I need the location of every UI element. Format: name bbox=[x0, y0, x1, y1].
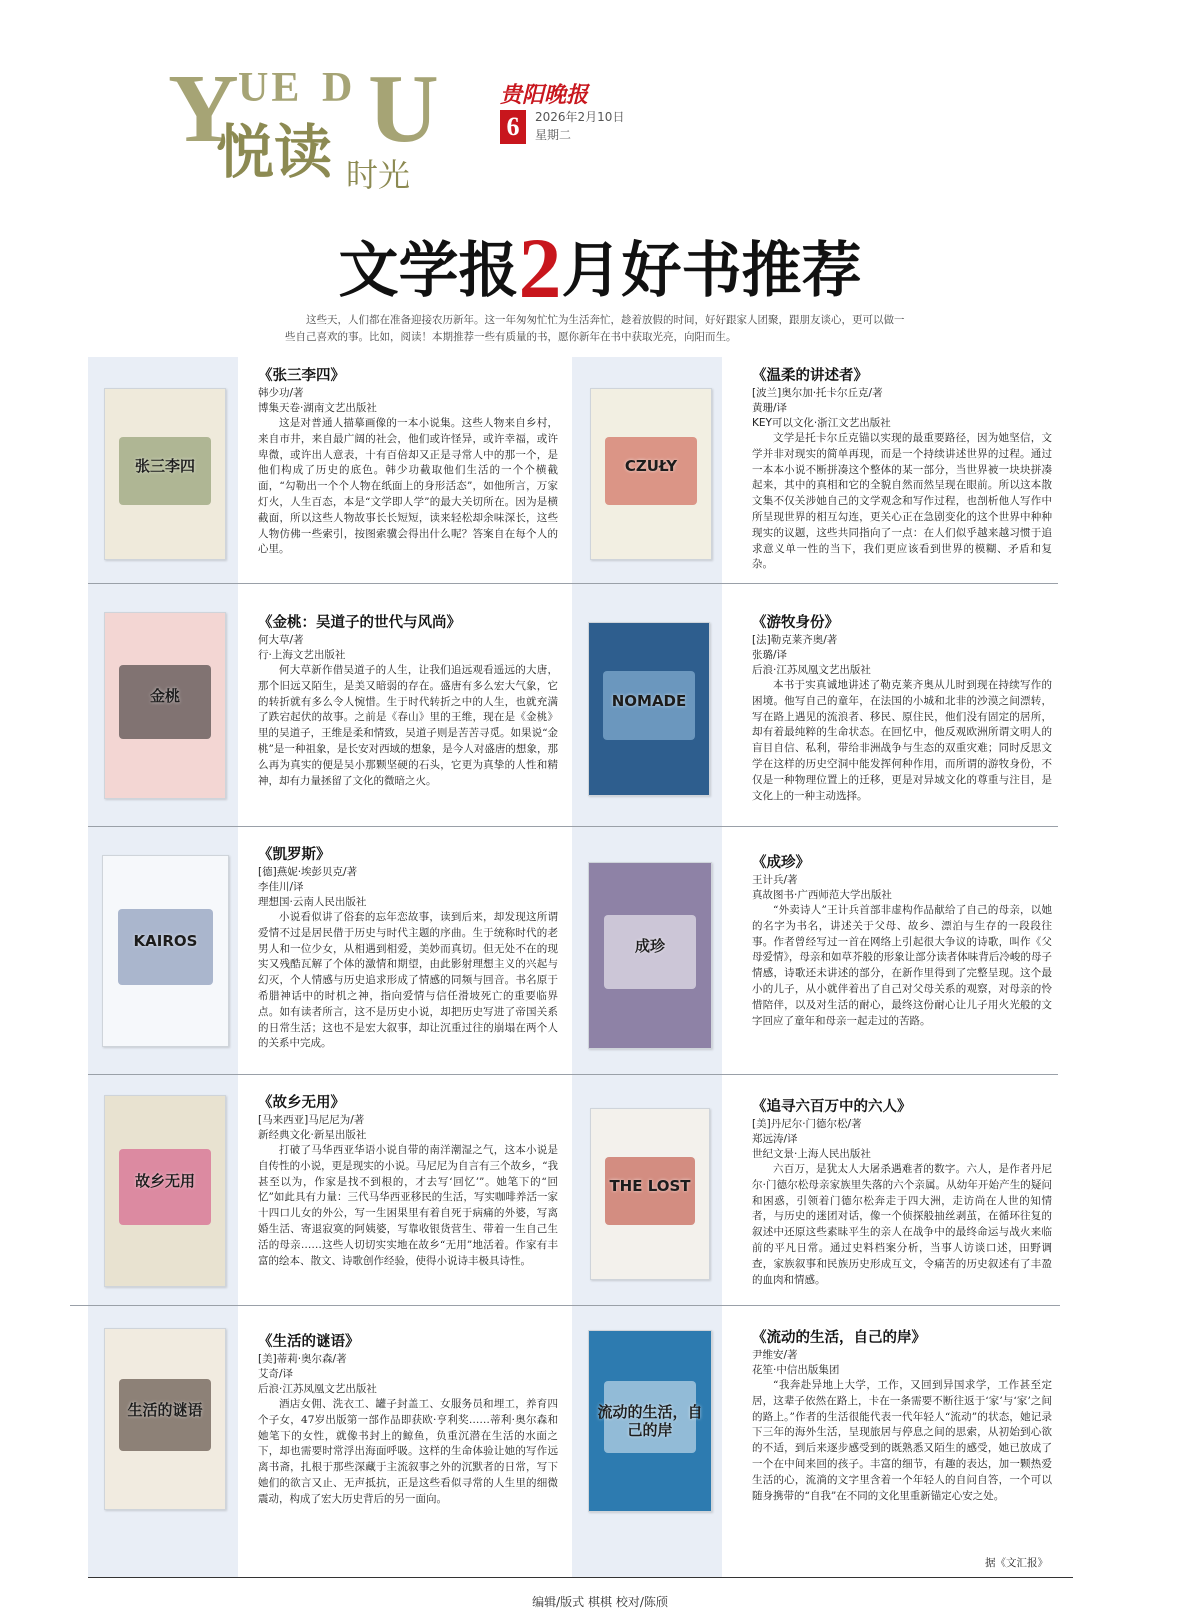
book-entry bbox=[752, 853, 1052, 1029]
page-footer: 编辑/版式 棋棋 校对/陈颀 bbox=[532, 1595, 668, 1609]
book-meta: 郑远涛/译 bbox=[752, 1133, 798, 1145]
book-meta: [美]蒂莉·奥尔森/著 bbox=[258, 1353, 347, 1365]
book-entry bbox=[752, 1097, 1052, 1288]
row-divider bbox=[88, 583, 1058, 584]
book-meta: 真故图书·广西师范大学出版社 bbox=[752, 889, 892, 901]
cover-title: 流动的生活，自己的岸 bbox=[597, 1403, 703, 1439]
book-entry bbox=[752, 1328, 1052, 1504]
cover-title: 金桃 bbox=[149, 687, 180, 705]
book-description: “我奔赴异地上大学，工作，又回到异国求学，工作甚至定居，这辈子依然在路上，卡在一条需要不断往返于‘家’与‘家’之间的路上。”作者的生活很能代表一代年轻人“流动”的状态，她记录下三年的海外生活，呈现旅居与停息之间的思索，从初始到心欲的不适，到后来逐步感受到的既熟悉又陌生的感受，她已放成了一个在中间来回的孩子。丰富的细节，有趣的表达，加一颗热爱生活的心，流淌的文字里含着一个年轻人的自问自答，一个可以随身携带的“自我”在不同的文化里重新锚定心安之处。 bbox=[752, 1379, 1052, 1502]
book-meta: 何大草/著 bbox=[258, 634, 304, 646]
book-meta: [德]燕妮·埃彭贝克/著 bbox=[258, 866, 358, 878]
masthead-letter-u: U bbox=[368, 55, 439, 163]
page-headline bbox=[0, 220, 1200, 316]
book-meta: [马来西亚]马尼尼为/著 bbox=[258, 1114, 365, 1126]
book-description: 本书于实真诚地讲述了勒克莱齐奥从儿时到现在持续写作的困境。他写自己的童年，在法国的小城和北非的沙漠之间漂转，写在路上遇见的流浪者、移民、原住民，他们没有固定的居所，却有着最纯粹的生命状态。在回忆中，他反观欧洲所谓文明人的盲目自信、私利，带给非洲战争与生态的双重灾难；同时反思文学在这样的历史空洞中能发挥何种作用，而所谓的游牧身份，不仅是一种物理位置上的迁移，更是对异域文化的尊重与注目，是文化上的一种主动选择。 bbox=[752, 679, 1052, 802]
book-cover bbox=[588, 862, 712, 1049]
book-meta: 后浪·江苏凤凰文艺出版社 bbox=[752, 664, 871, 676]
book-meta: 李佳川/译 bbox=[258, 881, 304, 893]
masthead-letter-d: D bbox=[322, 65, 353, 111]
headline-prefix: 文学报 bbox=[338, 236, 519, 306]
book-entry bbox=[752, 366, 1052, 573]
cover-title: THE LOST bbox=[609, 1177, 691, 1195]
book-title: 《故乡无用》 bbox=[258, 1094, 345, 1111]
book-entry bbox=[258, 613, 558, 789]
book-cover bbox=[588, 622, 710, 796]
cover-title: 成珍 bbox=[634, 937, 665, 955]
book-cover bbox=[104, 1328, 226, 1510]
book-entry bbox=[258, 845, 558, 1052]
book-meta: [波兰]奥尔加·托卡尔丘克/著 bbox=[752, 387, 883, 399]
source-credit: 据《文汇报》 bbox=[985, 1557, 1048, 1569]
cover-title: 张三李四 bbox=[134, 457, 195, 475]
masthead-title: 悦读 bbox=[216, 118, 333, 186]
book-cover bbox=[588, 1330, 712, 1512]
book-title: 《张三李四》 bbox=[258, 367, 345, 384]
book-title: 《成珍》 bbox=[752, 854, 810, 871]
book-meta: 博集天卷·湖南文艺出版社 bbox=[258, 402, 377, 414]
cover-title: CZUŁY bbox=[624, 457, 678, 475]
cover-title: 生活的谜语 bbox=[127, 1401, 203, 1419]
book-description: 六百万，是犹太人大屠杀遇难者的数字。六人，是作者丹尼尔·门德尔松母亲家族里失落的六个亲属。从幼年开始产生的疑问和困惑，引领着门德尔松奔走于四大洲，走访尚在人世的知情者，与历史的迷团对话，像一个侦探般抽丝剥茧，在循环往复的叙述中还原这些素昧平生的亲人在战争中的最终命运与战火来临前的平凡日常。通过史料档案分析，当事人访谈口述，田野调查，家族叙事和民族历史形成互文，令痛苦的历史叙述有了丰盈的血肉和情感。 bbox=[752, 1163, 1052, 1286]
book-description: 这是对普通人描摹画像的一本小说集。这些人物来自乡村，来自市井，来自最广阔的社会，他们或许怪异，或许幸福，或许卑微，或许出人意表，十有百倍却又正是寻常人中的那一个，是他们构成了历史的底色。韩少功截取他们生活的一个个横截面，“勾勒出一个个人物在纸面上的身形活态”，如他所言，万家灯火，人生百态，本是“文学即人学”的最大关切所在。因为是横截面，所以这些人物故事长长短短，读来轻松却余味深长，这些人物仿佛一些索引，按图索骥会得出什么呢？答案自在每个人的心里。 bbox=[258, 417, 558, 556]
issue-date-block bbox=[535, 108, 624, 144]
book-title: 《生活的谜语》 bbox=[258, 1333, 360, 1350]
page-number: 6 bbox=[500, 110, 526, 144]
book-description: “外卖诗人”王计兵首部非虚构作品献给了自己的母亲，以她的名字为书名，讲述关于父母、故乡、漂泊与生存的一段段往事。作者曾经写过一首在网络上引起很大争议的诗歌，叫作《父母爱情》，母亲和如草芥般的形象让部分读者体味背后冷峻的母子情感，诗歌还未讲述的部分，在新作里得到了完整呈现。这个最小的儿子，从小就伴着出了自己对父母关系的观察，对母亲的怜惜陪伴，以及对生活的耐心，最终这份耐心让儿子用火光般的文字回应了童年和母亲一起走过的苦路。 bbox=[752, 904, 1052, 1027]
book-meta: 黄珊/译 bbox=[752, 402, 788, 414]
masthead-letters-ue: UE bbox=[238, 65, 303, 111]
masthead-suffix: 时光 bbox=[346, 156, 411, 194]
book-description: 打破了马华西亚华语小说自带的南洋潮湿之气，这本小说是自传性的小说，更是现实的小说。马尼尼为自言有三个故乡，“我甚至以为，作家是找不到根的，才去写‘回忆’”。她笔下的“回忆”如此具有力量：三代马华西亚移民的生活，写实咖啡养活一家十四口儿女的外公，写一生困果里有着自死于病痛的外婆，写离婚生活、寄退寂寞的阿姨婆，写靠收银货营生、带着一生自己生活的母亲……这些人切切实实地在故乡“无用”地活着。作家有丰富的绘本、散文、诗歌创作经验，使得小说诗丰极具诗性。 bbox=[258, 1144, 558, 1267]
intro-paragraph: 这些天，人们都在准备迎接农历新年。这一年匆匆忙忙为生活奔忙，趁着放假的时间，好好跟家人团聚，跟朋友谈心，更可以做一些自己喜欢的事。比如，阅读！本期推荐一些有质量的书，愿你新年在书中获取光亮，向阳而生。 bbox=[285, 314, 905, 343]
book-cover bbox=[590, 388, 712, 560]
book-cover bbox=[590, 1108, 710, 1280]
row-divider bbox=[70, 1305, 1060, 1306]
headline-suffix: 月好书推荐 bbox=[561, 236, 862, 306]
issue-weekday: 星期二 bbox=[535, 128, 572, 142]
book-entry bbox=[752, 613, 1052, 804]
book-meta: 新经典文化·新星出版社 bbox=[258, 1129, 367, 1141]
book-title: 《温柔的讲述者》 bbox=[752, 367, 868, 384]
book-cover bbox=[104, 388, 226, 560]
masthead-letter-y: Y bbox=[168, 55, 239, 163]
cover-title: NOMADE bbox=[611, 691, 687, 710]
book-title: 《流动的生活，自己的岸》 bbox=[752, 1329, 926, 1346]
book-meta: 尹维安/著 bbox=[752, 1349, 798, 1361]
headline-number: 2 bbox=[518, 220, 562, 316]
book-cover bbox=[104, 1095, 226, 1287]
book-meta: 艾奇/译 bbox=[258, 1368, 294, 1380]
book-description: 何大草新作借吴道子的人生，让我们追远观看遥远的大唐，那个旧远又陌生，是美又暗弱的存在。盛唐有多么宏大气象，它的转折就有多么令人惋惜。生于时代转折之中的人生，也就充满了跌宕起伏的故事。之前是《春山》里的王维，现在是《金桃》里的吴道子，王维是柔和情致，吴道子则是苦苦寻觅。如果说“金桃”是一种祖象，是长安对西域的想象，是今人对盛唐的想象，那么再为真实的便是吴小那颗坚硬的石头，它更为真挚的人性和精神，却有力量拯留了文化的微暗之火。 bbox=[258, 664, 558, 787]
cover-title: 故乡无用 bbox=[134, 1172, 195, 1190]
newspaper-logo: 贵阳晚报 bbox=[500, 82, 589, 108]
book-meta: 花笙·中信出版集团 bbox=[752, 1364, 840, 1376]
book-description: 小说看似讲了俗套的忘年恋故事，读到后来，却发现这所谓爱情不过是居民借于历史与时代主题的序曲。生于统称时代的老男人和一位少女，从相遇到相爱，美妙而真切。但无处不在的现实又残酷瓦解了个体的激情和期望，由此影射理想主义的兴起与幻灭，个人情感与历史追求形成了情感的同频与回音。书名原于希腊神话中的时机之神，指向爱情与信任滑坡死亡的重要临界点。如有读者所言，这不是历史小说，却把历史写进了帝国关系的日常生活；这也不是宏大叙事，却让沉重过往的崩塌在两个人的关系中完成。 bbox=[258, 911, 558, 1050]
book-cover bbox=[104, 612, 226, 799]
book-title: 《凯罗斯》 bbox=[258, 846, 331, 863]
book-entry bbox=[258, 1093, 558, 1269]
book-meta: 行·上海文艺出版社 bbox=[258, 649, 346, 661]
book-meta: 张璐/译 bbox=[752, 649, 788, 661]
book-description: 酒店女佣、洗衣工、罐子封盖工、女服务员和埋工，养育四个子女，47岁出版第一部作品即获欧·亨利奖……蒂利·奥尔森和她笔下的女性，就像书封上的鲸鱼，负重沉潜在生活的水面之下，却也需要时常浮出海面呼吸。这样的生命体验让她的写作远离书斋，扎根于那些深藏于主流叙事之外的沉默者的日常，写下她们的欲言又止、无声抵抗，正是这些看似寻常的人生里的细微震动，构成了宏大历史背后的另一面向。 bbox=[258, 1398, 558, 1505]
bottom-rule bbox=[88, 1577, 1073, 1578]
book-entry bbox=[258, 366, 558, 558]
book-meta: 后浪·江苏凤凰文艺出版社 bbox=[258, 1383, 377, 1395]
book-meta: 韩少功/著 bbox=[258, 387, 304, 399]
book-meta: [美]丹尼尔·门德尔松/著 bbox=[752, 1118, 862, 1130]
book-meta: 理想国·云南人民出版社 bbox=[258, 896, 367, 908]
row-divider bbox=[88, 826, 1058, 827]
cover-title: KAIROS bbox=[133, 932, 198, 950]
book-cover bbox=[102, 855, 229, 1047]
book-entry bbox=[258, 1332, 558, 1508]
book-description: 文学是托卡尔丘克锚以实现的最重要路径，因为她坚信，文学并非对现实的简单再现，而是一个持续讲述世界的过程。通过一本本小说不断拼凑这个整体的某一部分，当世界被一块块拼凑起来，其中的真相和它的全貌自然而然呈现在眼前。所以这本散文集不仅关涉她自己的文学观念和写作过程，也剖析他人写作中所呈现世界的相互勾连，更关心正在急剧变化的这个世界中种种现实的议题，这些共同指向了一点：在人们似乎越来越习惯于追求意义单一性的当下，我们更应该看到世界的模糊、矛盾和复杂。 bbox=[752, 432, 1052, 571]
book-title: 《金桃：吴道子的世代与风尚》 bbox=[258, 614, 461, 631]
book-meta: [法]勒克莱齐奥/著 bbox=[752, 634, 838, 646]
row-divider bbox=[88, 1074, 1058, 1075]
book-meta: KEY可以文化·浙江文艺出版社 bbox=[752, 417, 891, 429]
book-title: 《追寻六百万中的六人》 bbox=[752, 1098, 912, 1115]
book-title: 《游牧身份》 bbox=[752, 614, 839, 631]
issue-date: 2026年2月10日 bbox=[535, 110, 625, 124]
book-meta: 世纪文景·上海人民出版社 bbox=[752, 1148, 871, 1160]
book-meta: 王计兵/著 bbox=[752, 874, 798, 886]
